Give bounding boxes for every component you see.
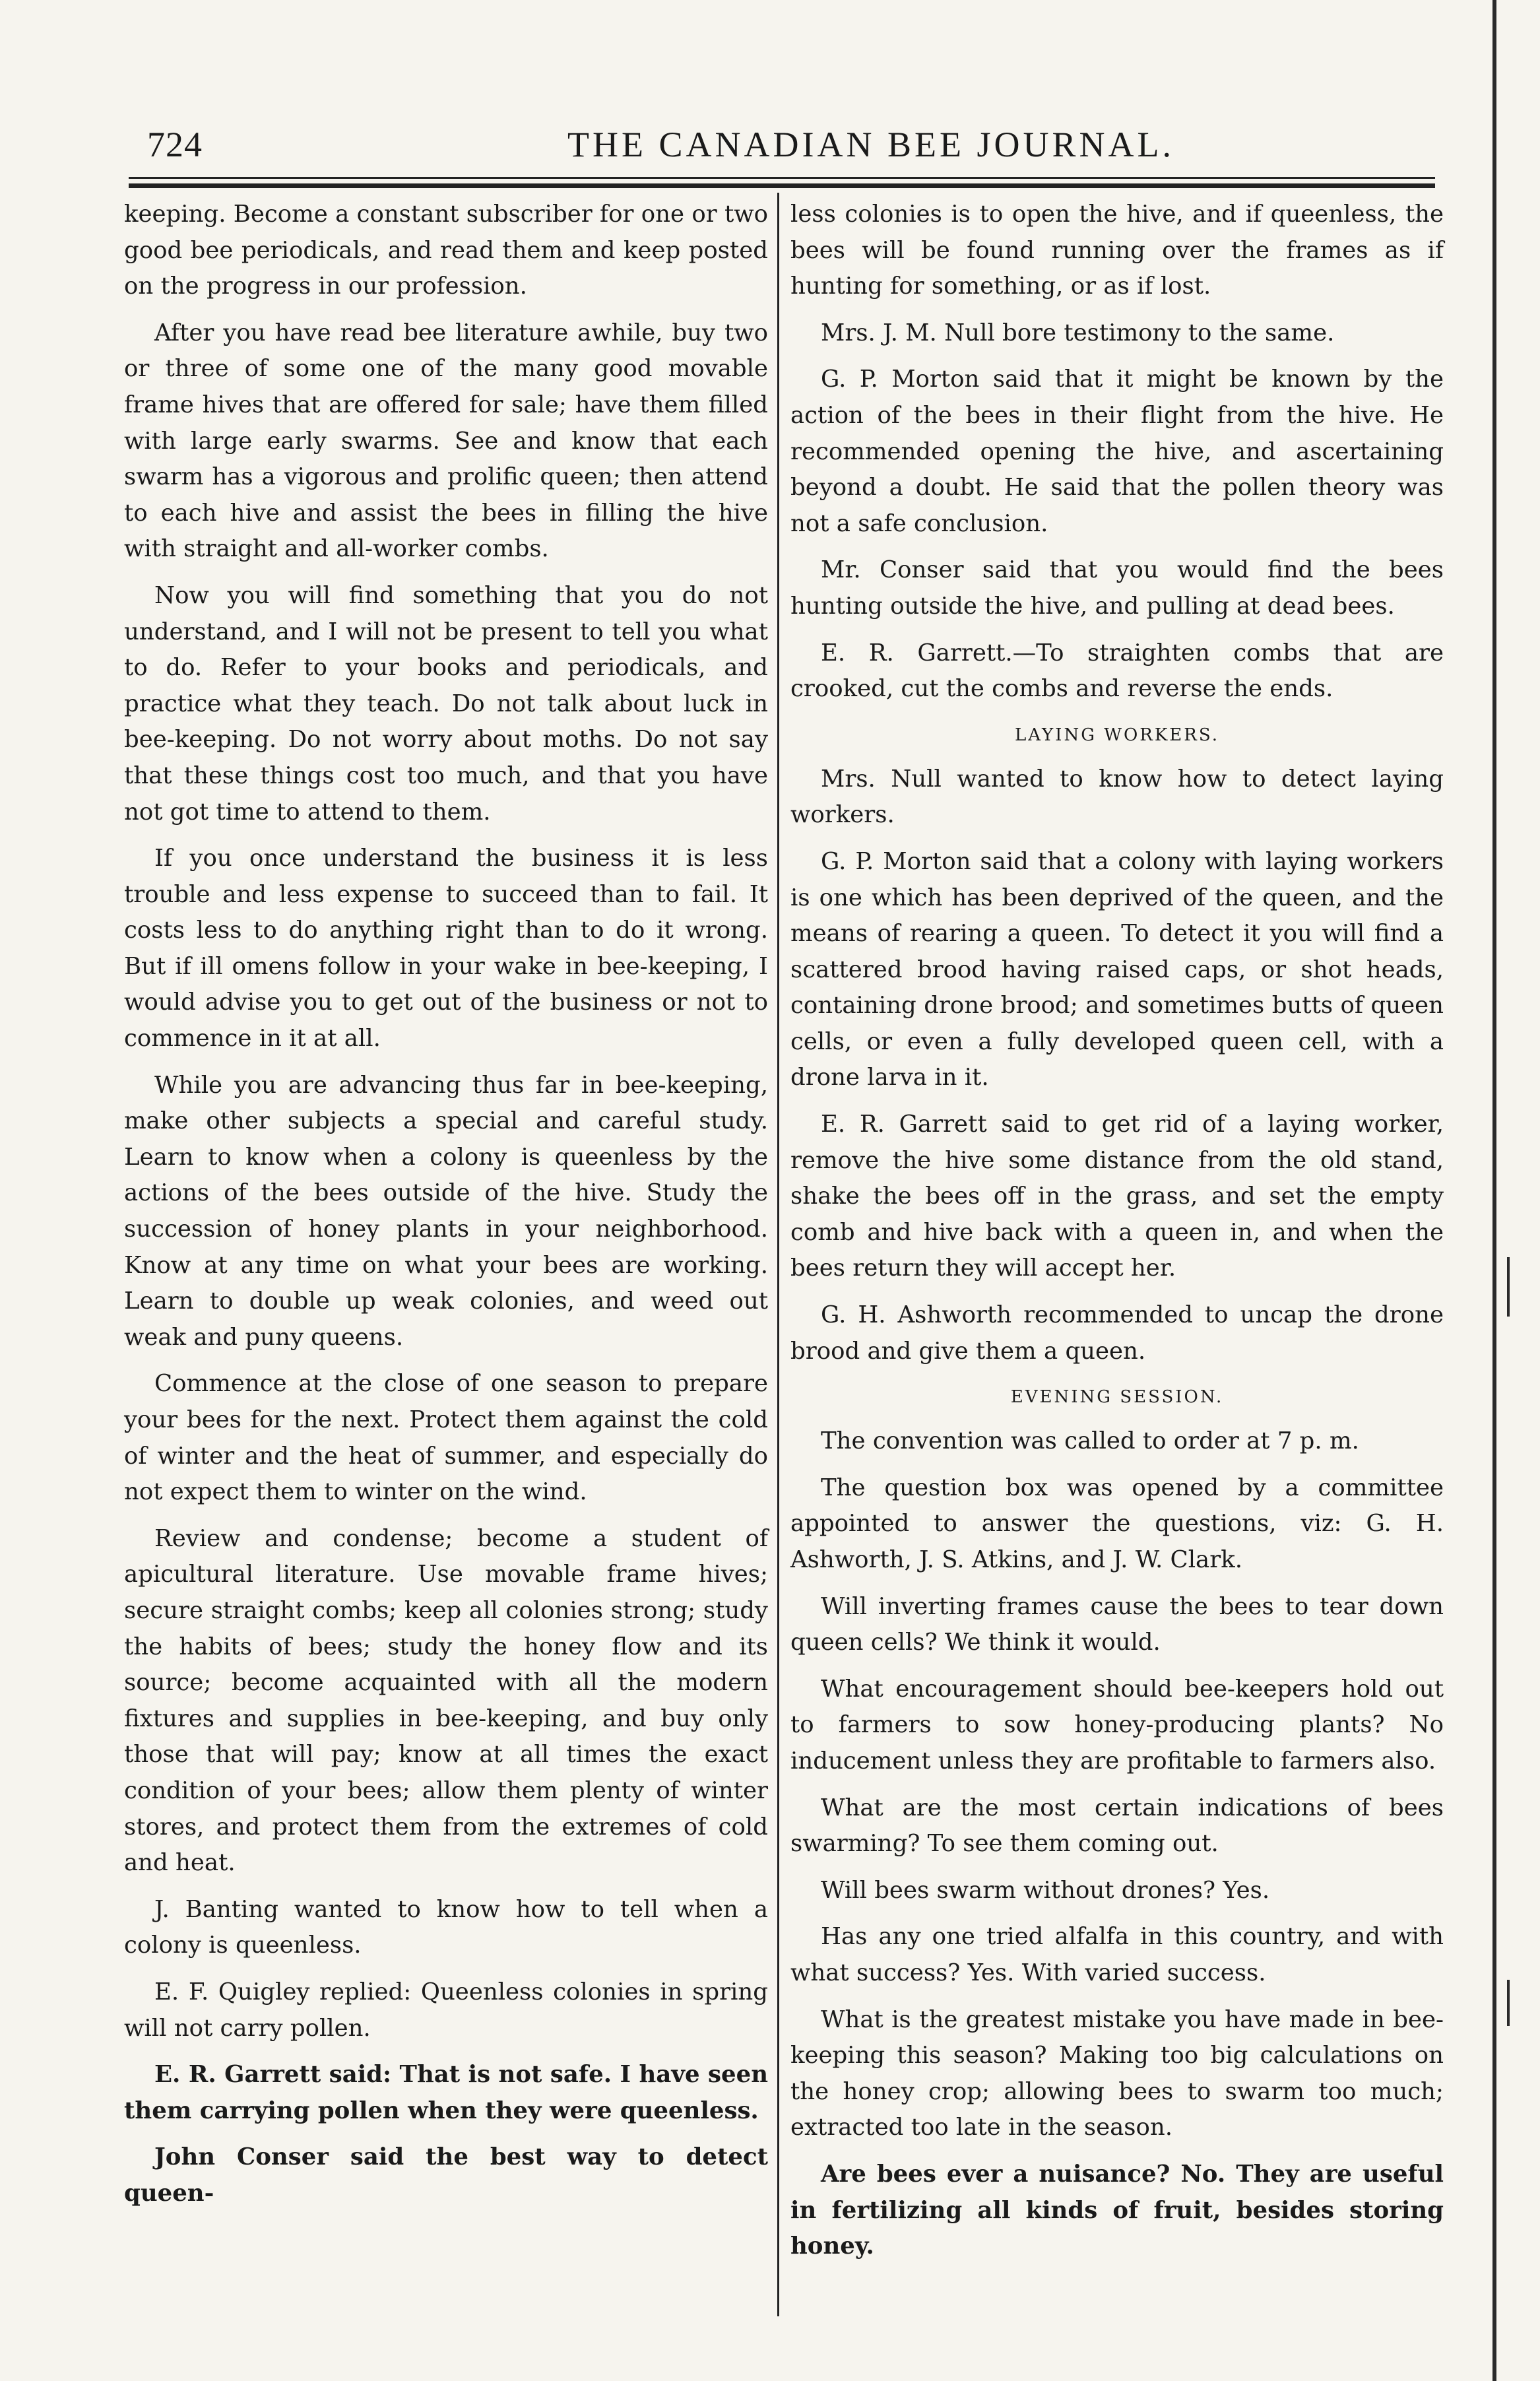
- paragraph: Mrs. J. M. Null bore testimony to the same.: [821, 319, 1335, 346]
- edge-mark: [1507, 1257, 1510, 1317]
- paragraph: Now you will find something that you do not understand, and I will not be present to tell you what to do. Refer to your books and periodicals, and practice what they teach. Do not talk about luck in bee-keeping. Do not worry about moths. Do not say that these things cost too much, and that you have not got time to attend to them.: [124, 581, 768, 826]
- paragraph: What is the greatest mistake you have made in bee-keeping this season? Making too big calculations on the honey crop; allowing bees to swarm too much; extracted too late in the season.: [790, 2006, 1444, 2141]
- section-heading-evening-session: EVENING SESSION.: [1010, 1387, 1224, 1408]
- paragraph: G. P. Morton said that a colony with laying workers is one which has been deprived of the queen, and the means of rearing a queen. To detect it you will find a scattered brood having raised caps, or shot heads, containing drone brood; and sometimes butts of queen cells, or even a fully developed queen cell, with a drone larva in it.: [790, 847, 1444, 1092]
- left-column: [124, 197, 768, 2222]
- paragraph: The question box was opened by a committee appointed to answer the questions, viz: G. H. Ashworth, J. S. Atkins, and J. W. Clark.: [790, 1474, 1444, 1573]
- paragraph: less colonies is to open the hive, and if queenless, the bees will be found running over the frames as if hunting for something, or as if lost.: [790, 201, 1444, 300]
- column-divider: [777, 193, 779, 2316]
- paragraph: Mr. Conser said that you would find the bees hunting outside the hive, and pulling at dead bees.: [790, 556, 1444, 620]
- paragraph: The convention was called to order at 7 p. m.: [821, 1427, 1359, 1455]
- paragraph: E. R. Garrett said: That is not safe. I have seen them carrying pollen when they were queenless.: [124, 2061, 768, 2124]
- edge-mark: [1507, 1980, 1510, 2026]
- page-header: [129, 124, 1442, 177]
- page-number: 724: [147, 125, 203, 164]
- paragraph: Mrs. Null wanted to know how to detect laying workers.: [790, 765, 1444, 829]
- paragraph: Will bees swarm without drones? Yes.: [821, 1876, 1270, 1904]
- page-edge-line: [1492, 0, 1496, 2381]
- paragraph: E. R. Garrett.—To straighten combs that are crooked, cut the combs and reverse the ends.: [790, 639, 1444, 703]
- right-column: [790, 197, 1444, 2275]
- paragraph: Will inverting frames cause the bees to tear down queen cells? We think it would.: [790, 1592, 1444, 1656]
- paragraph: If you once understand the business it is less trouble and less expense to succeed than to fail. It costs less to do anything right than to do it wrong. But if ill omens follow in your wake in bee-keeping, I would advise you to get out of the business or not to commence in it at all.: [124, 845, 768, 1053]
- paragraph: Has any one tried alfalfa in this country, and with what success? Yes. With varied success.: [790, 1923, 1444, 1986]
- paragraph: Review and condense; become a student of apicultural literature. Use movable frame hives; secure straight combs; keep all colonies strong; study the habits of bees; study the honey flow and its source; become acquainted with all the modern fixtures and supplies in bee-keeping, and buy only those that will pay; know at all times the exact condition of your bees; allow them plenty of winter stores, and protect them from the extremes of cold and heat.: [124, 1524, 768, 1877]
- paragraph: What encouragement should bee-keepers hold out to farmers to sow honey-producing plants? No inducement unless they are profitable to farmers also.: [790, 1675, 1444, 1775]
- journal-title: THE CANADIAN BEE JOURNAL.: [567, 125, 1174, 164]
- section-heading-laying-workers: LAYING WORKERS.: [1015, 725, 1219, 745]
- paragraph: What are the most certain indications of bees swarming? To see them coming out.: [790, 1794, 1444, 1858]
- paragraph: Are bees ever a nuisance? No. They are useful in fertilizing all kinds of fruit, besides storing honey.: [790, 2160, 1444, 2260]
- paragraph: E. F. Quigley replied: Queenless colonies in spring will not carry pollen.: [124, 1978, 768, 2042]
- paragraph: keeping. Become a constant subscriber for one or two good bee periodicals, and read them and keep posted on the progress in our profession.: [124, 201, 768, 300]
- paragraph: G. P. Morton said that it might be known by the action of the bees in their flight from the hive. He recommended opening the hive, and ascertaining beyond a doubt. He said that the pollen theory was not a safe conclusion.: [790, 366, 1444, 537]
- paragraph: While you are advancing thus far in bee-keeping, make other subjects a special and careful study. Learn to know when a colony is queenless by the actions of the bees outside of the hive. Study the succession of honey plants in your neighborhood. Know at any time on what your bees are working. Learn to double up weak colonies, and weed out weak and puny queens.: [124, 1071, 768, 1351]
- paragraph: John Conser said the best way to detect queen-: [124, 2143, 768, 2207]
- paragraph: After you have read bee literature awhile, buy two or three of some one of the many good movable frame hives that are offered for sale; have them filled with large early swarms. See and know that each swarm has a vigorous and prolific queen; then attend to each hive and assist the bees in filling the hive with straight and all-worker combs.: [124, 319, 768, 563]
- paragraph: E. R. Garrett said to get rid of a laying worker, remove the hive some distance from the old stand, shake the bees off in the grass, and set the empty comb and hive back with a queen in, and when the bees return they will accept her.: [790, 1111, 1444, 1282]
- header-rule-thick: [129, 183, 1435, 188]
- paragraph: G. H. Ashworth recommended to uncap the drone brood and give them a queen.: [790, 1301, 1444, 1365]
- header-rule-thin: [129, 177, 1435, 179]
- paragraph: J. Banting wanted to know how to tell when a colony is queenless.: [124, 1895, 768, 1959]
- paragraph: Commence at the close of one season to prepare your bees for the next. Protect them against the cold of winter and the heat of summer, and especially do not expect them to winter on the wind.: [124, 1370, 768, 1506]
